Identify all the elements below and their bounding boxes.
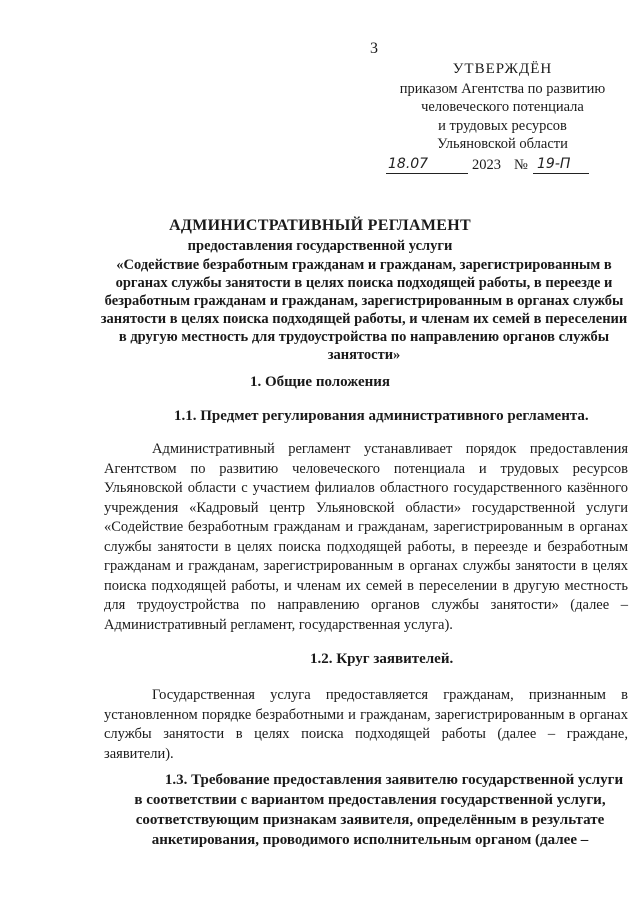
section-heading-1-1: 1.1. Предмет регулирования административного регламента.: [174, 408, 589, 424]
section-heading-1-3-line1: 1.3. Требование предоставления заявителю государственной услуги: [164, 772, 624, 788]
page-number: 3: [370, 40, 378, 57]
approval-line: и трудовых ресурсов: [438, 117, 567, 134]
paragraph-1-2: Государственная услуга предоставляется гражданам, признанным в установленном порядке безработными и гражданам, зарегистрированным в органах службы занятости в целях поиска подходящей работы (далее – граждане, заявители).: [104, 687, 628, 762]
approval-line: человеческого потенциала: [421, 99, 584, 115]
regulation-subtitle: предоставления государственной услуги: [187, 238, 453, 254]
approval-line: Ульяновской области: [437, 136, 568, 152]
section-heading-1-2: 1.2. Круг заявителей.: [310, 651, 454, 667]
paragraph-1-1: Административный регламент устанавливает порядок предоставления Агентством по развитию человеческого потенциала и трудовых ресурсов Ульяновской области с участием филиалов областного государственного казённого учреждения «Кадровый центр Ульяновской области» государственной услуги «Содействие безработным гражданам и гражданам, зарегистрированным в органах службы занятости в целях поиска подходящей работы, в переезде и безработным гражданам и гражданам, зарегистрированным в органах службы занятости в целях поиска подходящей работы, и членам их семей в переселении в другую местность для трудоустройства по направлению органов службы занятости» (далее – Административный регламент, государственная услуга).: [104, 441, 628, 633]
section-heading-1-3: [110, 770, 630, 850]
number-sign: №: [514, 156, 528, 173]
approval-year: 2023: [472, 156, 501, 173]
approval-block: [380, 60, 625, 176]
section-heading-1: 1. Общие положения: [249, 374, 391, 390]
regulation-title: АДМИНИСТРАТИВНЫЙ РЕГЛАМЕНТ: [169, 217, 471, 234]
approval-heading: УТВЕРЖДЁН: [452, 61, 553, 77]
regulation-name: «Содействие безработным гражданам и гражданам, зарегистрированным в органах службы занятости в целях поиска подходящей работы, в переезде и безработным гражданам и гражданам, зарегистрированным в органах службы занятости в целях поиска подходящей работы, и членам их семей в переселении в другую местность для трудоустройства по направлению органов службы занятости»: [100, 257, 628, 363]
approval-line: приказом Агентства по развитию: [399, 80, 606, 97]
handwritten-date: 18.07: [386, 155, 468, 175]
section-heading-1-3-rest: в соответствии с вариантом предоставления государственной услуги, соответствующим признакам заявителя, определённым в результате анкетирования, проводимого исполнительным органом (далее –: [134, 792, 606, 848]
handwritten-number: 19-П: [533, 155, 589, 175]
approval-date-row: [380, 156, 625, 176]
